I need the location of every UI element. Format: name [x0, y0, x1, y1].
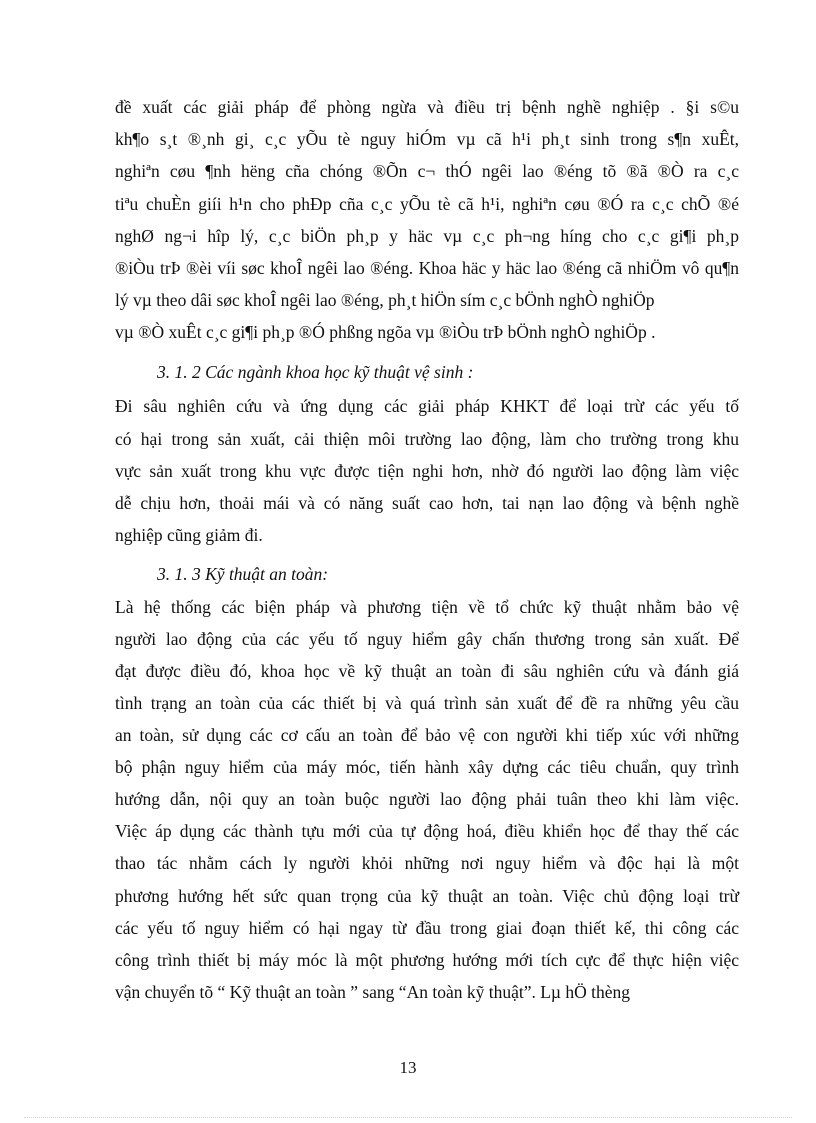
paragraph-2-line: có hại trong sản xuất, cải thiện môi trường lao động, làm cho trường trong khu [115, 429, 739, 449]
paragraph-3-line: vận chuyển tõ “ Kỹ thuật an toàn ” sang “An toàn kỹ thuật”. Lµ hÖ thèng [115, 982, 631, 1002]
paragraph-3-line: các yếu tố nguy hiểm có hại ngay từ đầu trong giai đoạn thiết kế, thi công các [115, 918, 739, 938]
paragraph-3-line: đạt được điều đó, khoa học về kỹ thuật an toàn đi sâu nghiên cứu và đánh giá [115, 661, 739, 681]
paragraph-1-line: đề xuất các giải pháp để phòng ngừa và điều trị bệnh nghề nghiệp . §i s©u [115, 97, 739, 117]
paragraph-3-line: công trình thiết bị máy móc là một phương hướng mới tích cực để thực hiện việc [115, 950, 739, 970]
paragraph-1-line: ®iÒu trÞ ®èi víi søc khoÎ ngêi lao ®éng. Khoa häc y häc lao ®éng cã nhiÖm vô qu¶n [115, 258, 739, 278]
paragraph-1-line: tiªu chuÈn giíi h¹n cho phÐp cña c¸c yÕu tè cã h¹i, nghiªn cøu ®Ó ra c¸c chÕ ®é [115, 194, 739, 214]
paragraph-1-line: kh¶o s¸t ®¸nh gi¸ c¸c yÕu tè nguy hiÓm vµ cã h¹i ph¸t sinh trong s¶n xuÊt, [115, 129, 739, 149]
paragraph-2-line: dễ chịu hơn, thoải mái và có năng suất cao hơn, tai nạn lao động và bệnh nghề [115, 493, 739, 513]
section-heading-3-1-2: 3. 1. 2 Các ngành khoa học kỹ thuật vệ sinh : [157, 362, 474, 382]
paragraph-3-line: hướng dẫn, nội quy an toàn buộc người lao động phải tuân theo khi làm việc. [115, 789, 739, 809]
paragraph-1-line: vµ ®Ò xuÊt c¸c gi¶i ph¸p ®Ó phßng ngõa vµ ®iÒu trÞ bÖnh nghÒ nghiÖp . [115, 322, 656, 342]
paragraph-3-line: phương hướng hết sức quan trọng của kỹ thuật an toàn. Việc chủ động loại trừ [115, 886, 739, 906]
paragraph-3-line: bộ phận nguy hiểm của máy móc, tiến hành xây dựng các tiêu chuẩn, quy trình [115, 757, 739, 777]
paragraph-2-line: nghiệp cũng giảm đi. [115, 525, 263, 545]
paragraph-3-line: Là hệ thống các biện pháp và phương tiện về tổ chức kỹ thuật nhằm bảo vệ [115, 597, 739, 617]
paragraph-3-line: an toàn, sử dụng các cơ cấu an toàn để bảo vệ con người khi tiếp xúc với những [115, 725, 739, 745]
page-number: 13 [399, 1058, 417, 1077]
paragraph-1-line: nghØ ng¬i hîp lý, c¸c biÖn ph¸p y häc vµ c¸c ph¬ng híng cho c¸c gi¶i ph¸p [115, 226, 739, 246]
paragraph-1-line: nghiªn cøu ¶nh hëng cña chóng ®Õn c¬ thÓ ngêi lao ®éng tõ ®ã ®Ò ra c¸c [115, 161, 739, 181]
paragraph-3-line: Việc áp dụng các thành tựu mới của tự động hoá, điều khiển học để thay thế các [115, 821, 739, 841]
paragraph-3-line: thao tác nhằm cách ly người khỏi những nơi nguy hiểm và độc hại là một [115, 853, 739, 873]
paragraph-3-line: tình trạng an toàn của các thiết bị và quá trình sản xuất để đề ra những yêu cầu [115, 693, 739, 713]
paragraph-3-line: người lao động của các yếu tố nguy hiểm gây chấn thương trong sản xuất. Để [115, 629, 739, 649]
section-heading-3-1-3: 3. 1. 3 Kỹ thuật an toàn: [157, 564, 329, 584]
page-bottom-border [24, 1117, 792, 1118]
paragraph-2-line: vực sản xuất trong khu vực được tiện nghi hơn, nhờ đó người lao động làm việc [115, 461, 739, 481]
paragraph-1-line: lý vµ theo dâi søc khoÎ ngêi lao ®éng, ph¸t hiÖn sím c¸c bÖnh nghÒ nghiÖp [115, 290, 655, 310]
paragraph-2-line: Đi sâu nghiên cứu và ứng dụng các giải pháp KHKT để loại trừ các yếu tố [115, 396, 739, 416]
